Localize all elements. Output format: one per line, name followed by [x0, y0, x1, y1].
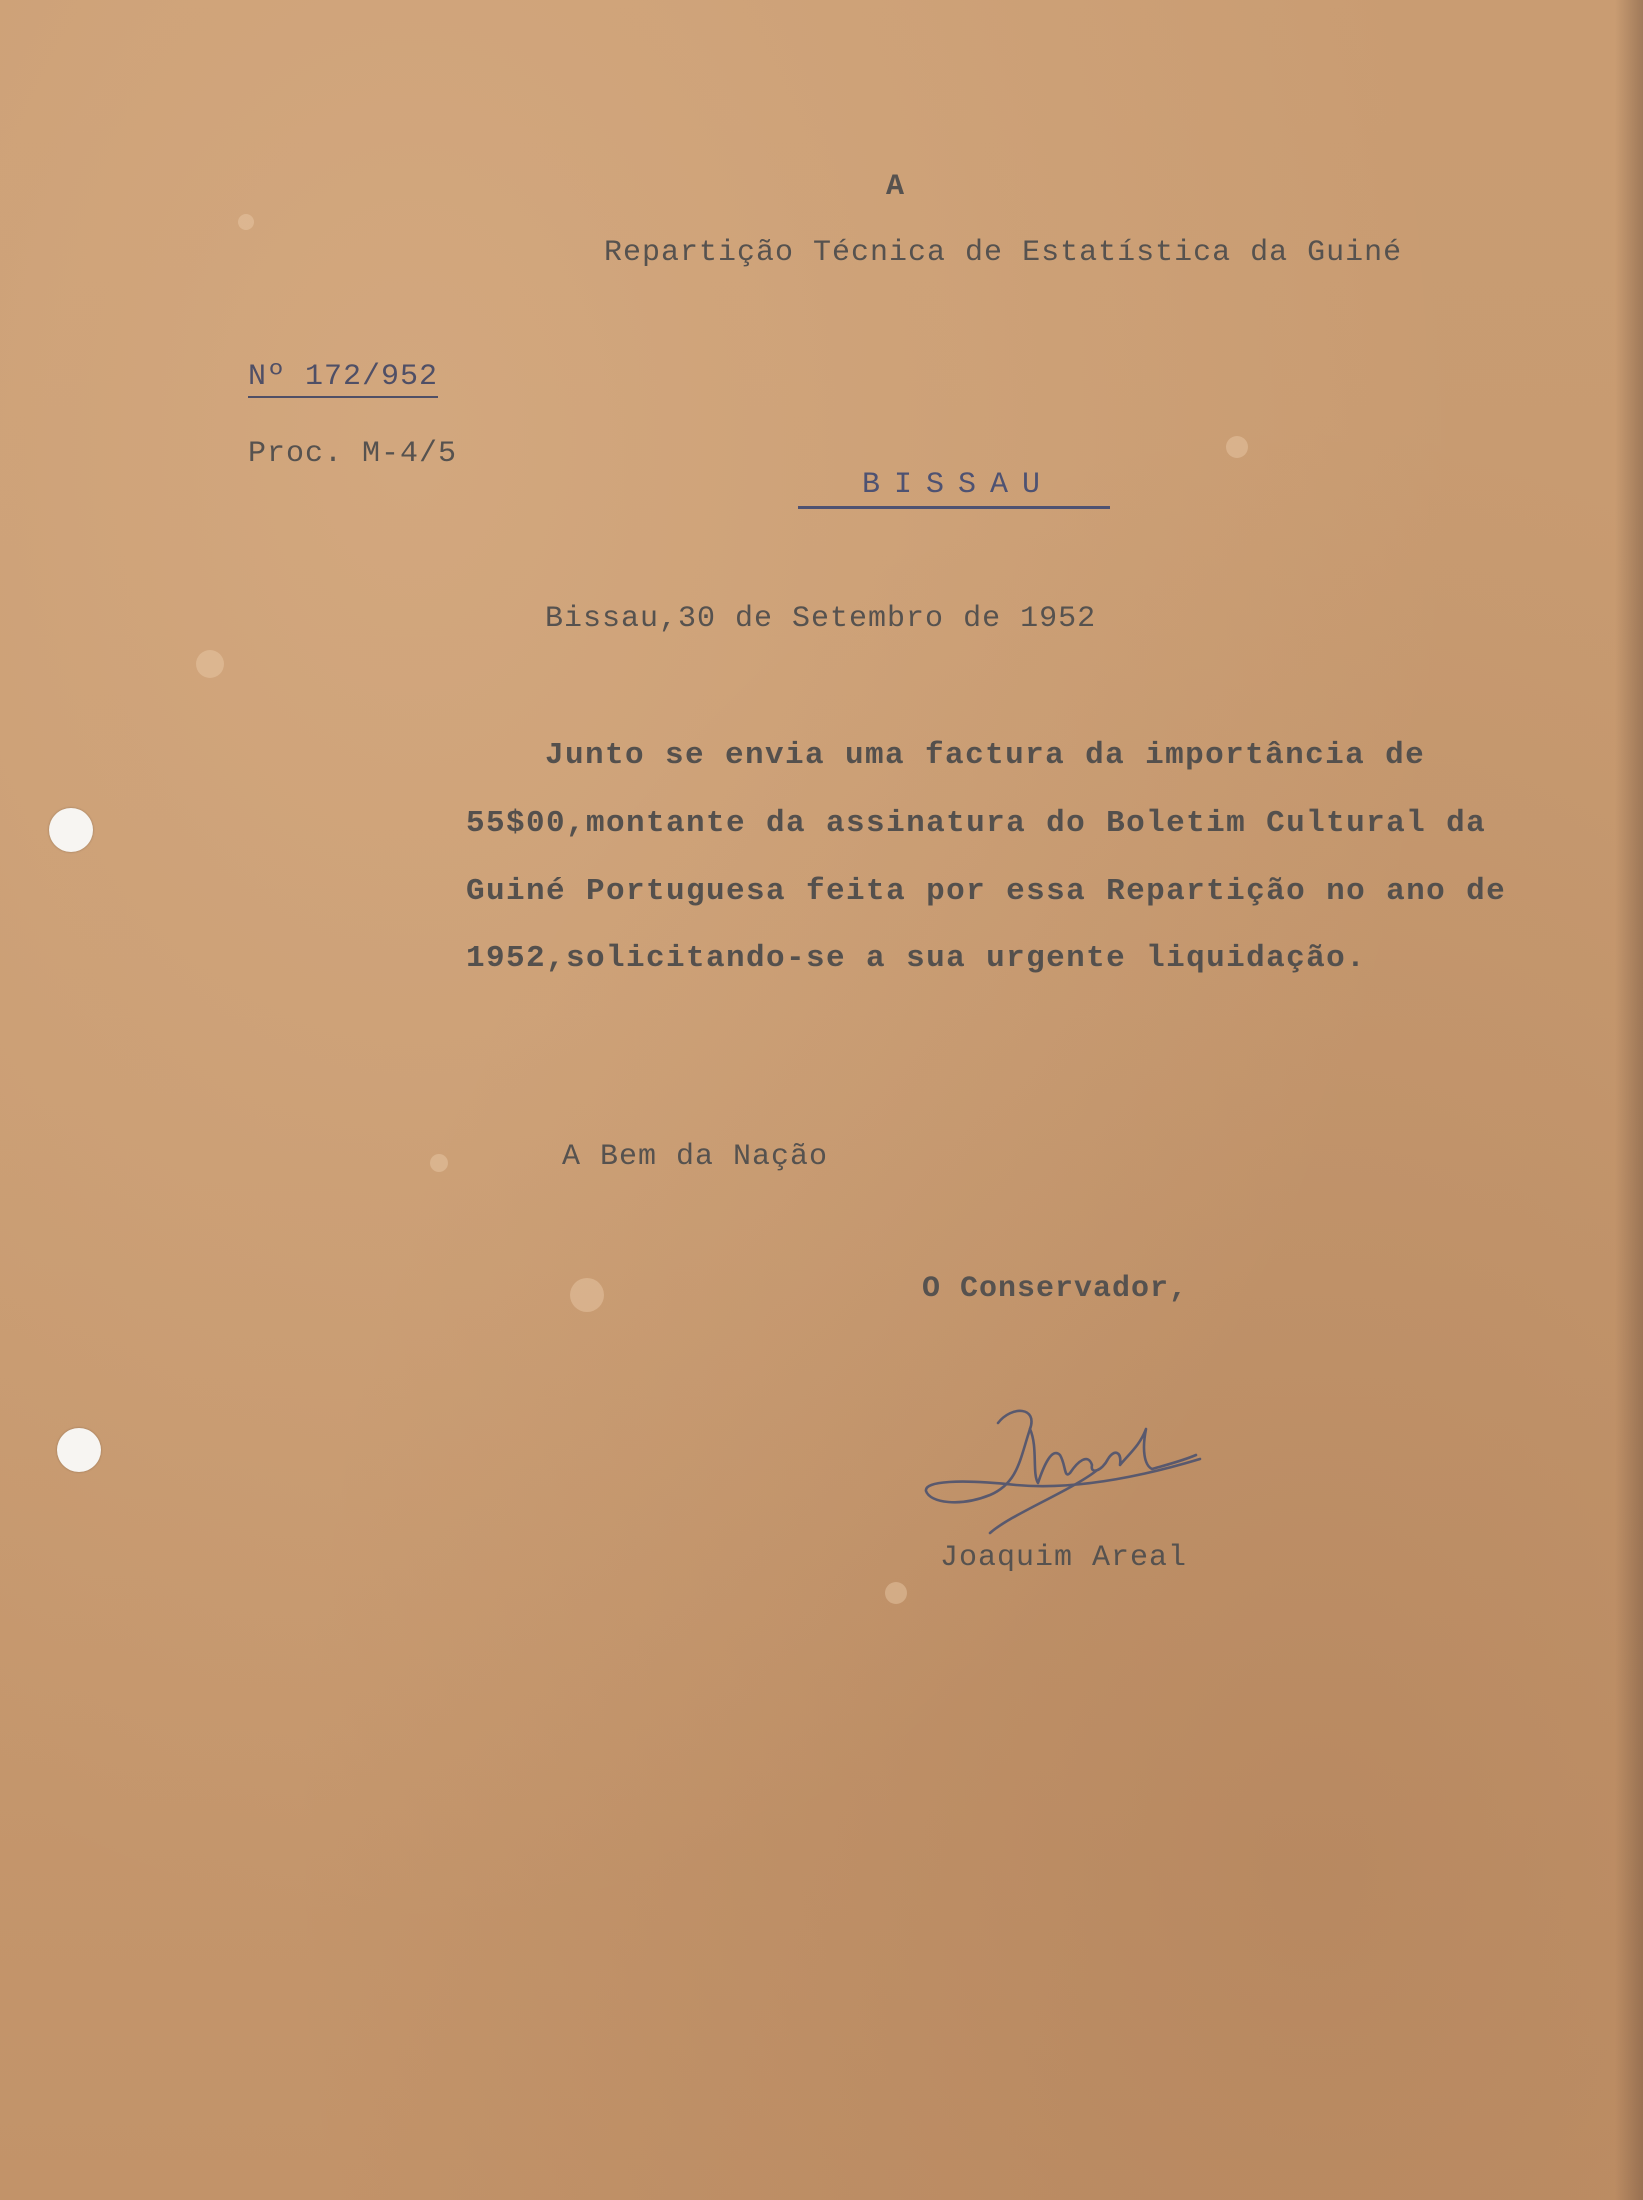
punch-hole-lower: [57, 1428, 101, 1472]
paper-speck: [885, 1582, 907, 1604]
paper-speck: [430, 1154, 448, 1172]
date-line: Bissau,30 de Setembro de 1952: [545, 602, 1097, 636]
body-line-1: Junto se envia uma factura da importância de: [545, 738, 1426, 773]
reference-number: Nº 172/952: [248, 360, 438, 398]
body-line-2: 55$00,montante da assinatura do Boletim Cultural da: [466, 806, 1487, 841]
paper-speck: [570, 1278, 604, 1312]
punch-hole-upper: [49, 808, 93, 852]
paper-speck: [238, 214, 254, 230]
body-line-4: 1952,solicitando-se a sua urgente liquidação.: [466, 941, 1367, 976]
paper-speck: [1226, 436, 1248, 458]
addressee-prefix: A: [886, 170, 906, 204]
closing-salutation: A Bem da Nação: [562, 1140, 829, 1174]
signer-name: Joaquim Areal: [940, 1541, 1188, 1575]
paper-speck: [196, 650, 224, 678]
signer-role: O Conservador,: [922, 1272, 1189, 1306]
process-number: Proc. M-4/5: [248, 437, 458, 471]
addressee-organization: Repartição Técnica de Estatística da Guiné: [604, 236, 1403, 270]
body-line-3: Guiné Portuguesa feita por essa Repartição no ano de: [466, 874, 1507, 909]
paper-edge-shadow: [1615, 0, 1643, 2200]
destination-city: BISSAU: [798, 468, 1110, 509]
handwritten-signature: [920, 1395, 1220, 1535]
